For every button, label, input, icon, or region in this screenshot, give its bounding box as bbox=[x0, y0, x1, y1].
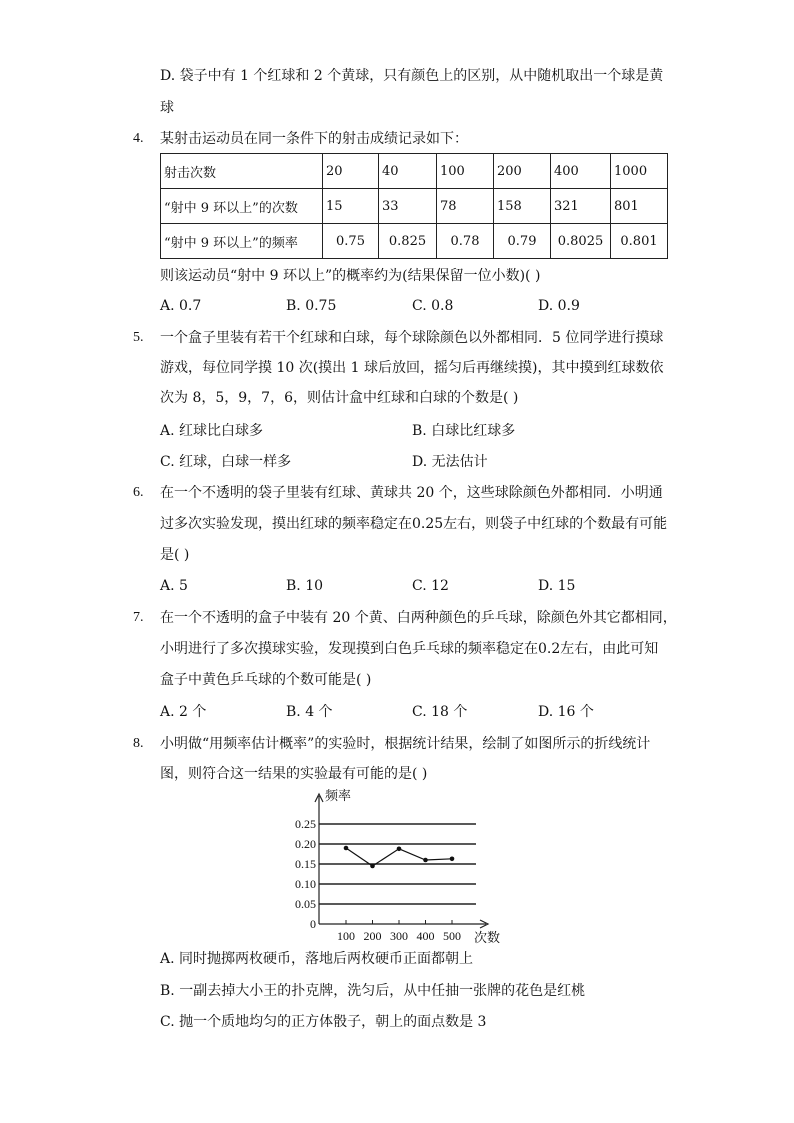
row-label: “射中 9 环以上”的次数 bbox=[161, 189, 323, 224]
q5-option-c[interactable]: C. 红球，白球一样多 bbox=[160, 454, 292, 470]
q6-stem-line: 在一个不透明的袋子里装有红球、黄球共 20 个，这些球除颜色外都相同．小明通 bbox=[160, 485, 663, 501]
row-label: 射击次数 bbox=[161, 154, 323, 189]
data-point bbox=[450, 857, 455, 862]
table-cell: 0.78 bbox=[437, 224, 494, 259]
table-cell: 78 bbox=[437, 189, 494, 224]
q4-stem: 某射击运动员在同一条件下的射击成绩记录如下： bbox=[160, 131, 468, 147]
x-axis-title: 次数 bbox=[474, 930, 501, 945]
x-tick-label: 400 bbox=[416, 929, 435, 943]
q6-option-b[interactable]: B. 10 bbox=[286, 578, 324, 594]
q8-option-c[interactable]: C. 抛一个质地均匀的正方体骰子，朝上的面点数是 3 bbox=[160, 1014, 487, 1030]
q4-option-a[interactable]: A. 0.7 bbox=[160, 298, 202, 314]
table-cell: 400 bbox=[551, 154, 611, 189]
q8-stem-line: 小明做“用频率估计概率”的实验时，根据统计结果，绘制了如图所示的折线统计 bbox=[160, 736, 651, 752]
q4-option-d[interactable]: D. 0.9 bbox=[538, 298, 580, 314]
q7-stem-line: 盒子中黄色乒乓球的个数可能是( ) bbox=[160, 672, 372, 688]
q4-number: 4. bbox=[133, 131, 144, 146]
q5-stem-line: 游戏，每位同学摸 10 次(摸出 1 球后放回，摇匀后再继续摸)，其中摸到红球数依 bbox=[160, 360, 664, 376]
q6-option-a[interactable]: A. 5 bbox=[160, 578, 188, 594]
y-tick-label: 0.20 bbox=[295, 837, 316, 851]
q7-stem-line: 在一个不透明的盒子中装有 20 个黄、白两种颜色的乒乓球，除颜色外其它都相同， bbox=[160, 610, 677, 626]
q7-option-d[interactable]: D. 16 个 bbox=[538, 704, 594, 720]
table-cell: 0.8025 bbox=[551, 224, 611, 259]
data-point bbox=[370, 864, 375, 869]
q4-question: 则该运动员“射中 9 环以上”的概率约为(结果保留一位小数)( ) bbox=[160, 268, 541, 284]
table-cell: 0.75 bbox=[323, 224, 379, 259]
q5-option-a[interactable]: A. 红球比白球多 bbox=[160, 423, 264, 439]
q5-number: 5. bbox=[133, 330, 144, 345]
q7-number: 7. bbox=[133, 610, 144, 625]
y-axis-title: 频率 bbox=[325, 788, 352, 803]
table-cell: 40 bbox=[379, 154, 437, 189]
q5-stem-line: 一个盒子里装有若干个红球和白球，每个球除颜色以外都相同．5 位同学进行摸球 bbox=[160, 330, 664, 346]
q3-option-d-cont: 球 bbox=[160, 100, 174, 116]
table-cell: 321 bbox=[551, 189, 611, 224]
data-point bbox=[397, 847, 402, 852]
q6-stem-line: 是( ) bbox=[160, 547, 190, 563]
q7-stem-line: 小明进行了多次摸球实验，发现摸到白色乒乓球的频率稳定在0.2左右，由此可知 bbox=[160, 641, 659, 657]
q8-number: 8. bbox=[133, 736, 144, 751]
y-tick-label: 0 bbox=[310, 917, 316, 931]
q4-option-b[interactable]: B. 0.75 bbox=[286, 298, 337, 314]
table-cell: 15 bbox=[323, 189, 379, 224]
table-cell: 0.79 bbox=[494, 224, 551, 259]
table-cell: 1000 bbox=[611, 154, 668, 189]
x-tick-label: 500 bbox=[443, 929, 461, 943]
table-row bbox=[161, 154, 668, 189]
score-table bbox=[160, 153, 668, 259]
y-tick-label: 0.05 bbox=[295, 897, 316, 911]
q7-option-b[interactable]: B. 4 个 bbox=[286, 704, 333, 720]
frequency-line-chart bbox=[286, 786, 510, 946]
y-tick-label: 0.15 bbox=[295, 857, 316, 871]
table-cell: 20 bbox=[323, 154, 379, 189]
q6-number: 6. bbox=[133, 485, 144, 500]
table-cell: 0.801 bbox=[611, 224, 668, 259]
data-point bbox=[344, 846, 349, 851]
table-cell: 0.825 bbox=[379, 224, 437, 259]
table-cell: 158 bbox=[494, 189, 551, 224]
q5-stem-line: 次为 8，5，9，7，6，则估计盒中红球和白球的个数是( ) bbox=[160, 390, 519, 406]
q6-option-d[interactable]: D. 15 bbox=[538, 578, 576, 594]
q8-option-a[interactable]: A. 同时抛掷两枚硬币，落地后两枚硬币正面都朝上 bbox=[160, 951, 474, 967]
table-cell: 33 bbox=[379, 189, 437, 224]
table-cell: 200 bbox=[494, 154, 551, 189]
q5-option-d[interactable]: D. 无法估计 bbox=[412, 454, 488, 470]
q8-option-b[interactable]: B. 一副去掉大小王的扑克牌，洗匀后，从中任抽一张牌的花色是红桃 bbox=[160, 983, 586, 999]
table-row bbox=[161, 224, 668, 259]
q8-stem-line: 图，则符合这一结果的实验最有可能的是( ) bbox=[160, 766, 428, 782]
x-tick-label: 100 bbox=[337, 929, 355, 943]
q4-option-c[interactable]: C. 0.8 bbox=[412, 298, 454, 314]
table-cell: 801 bbox=[611, 189, 668, 224]
q7-option-a[interactable]: A. 2 个 bbox=[160, 704, 207, 720]
q6-stem-line: 过多次实验发现，摸出红球的频率稳定在0.25左右，则袋子中红球的个数最有可能 bbox=[160, 516, 668, 532]
table-cell: 100 bbox=[437, 154, 494, 189]
data-point bbox=[423, 858, 428, 863]
q7-option-c[interactable]: C. 18 个 bbox=[412, 704, 468, 720]
q5-option-b[interactable]: B. 白球比红球多 bbox=[412, 423, 516, 439]
q6-option-c[interactable]: C. 12 bbox=[412, 578, 449, 594]
row-label: “射中 9 环以上”的频率 bbox=[161, 224, 323, 259]
q3-option-d: D. 袋子中有 1 个红球和 2 个黄球，只有颜色上的区别，从中随机取出一个球是黄 bbox=[160, 68, 664, 84]
y-tick-label: 0.10 bbox=[295, 877, 316, 891]
x-tick-label: 300 bbox=[390, 929, 408, 943]
x-tick-label: 200 bbox=[363, 929, 382, 943]
table-row bbox=[161, 189, 668, 224]
y-tick-label: 0.25 bbox=[295, 817, 316, 831]
